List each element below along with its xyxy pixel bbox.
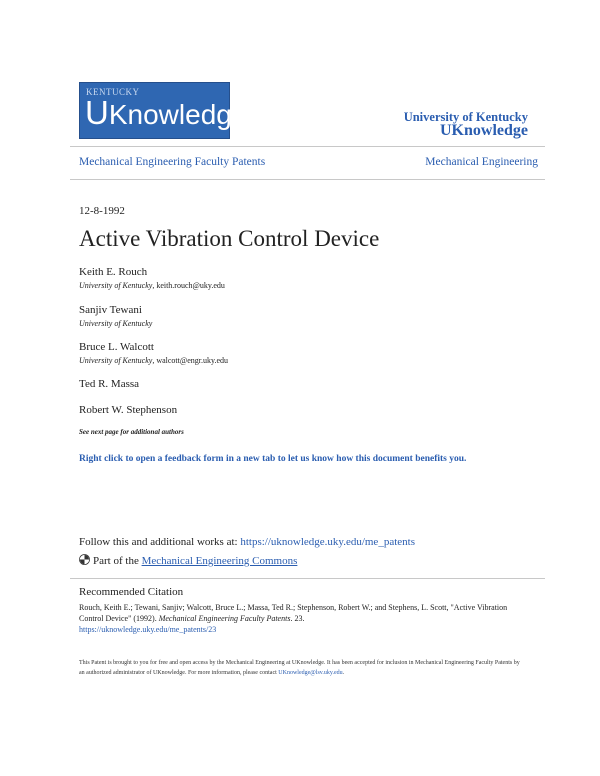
- publication-date: 12-8-1992: [79, 205, 125, 217]
- contact-email-link[interactable]: UKnowledge@lsv.uky.edu: [278, 670, 343, 676]
- part-of-line: Part of the Mechanical Engineering Commons: [79, 554, 297, 567]
- author-affiliation: University of Kentucky, walcott@engr.uky.edu: [79, 356, 229, 365]
- access-footnote: This Patent is brought to you for free and open access by the Mechanical Engineering at UKnowledge. It has been accepted for inclusion in Mechanical Engineering Faculty Patents by an authorized administrator of UKnowledge. For more information, please contact UKnowledge@lsv.uky.edu.: [79, 660, 520, 676]
- author-affiliation: University of Kentucky, keith.rouch@uky.edu: [79, 281, 225, 290]
- logo-wordmark: UKnowledge: [85, 94, 248, 131]
- commons-link[interactable]: Mechanical Engineering Commons: [141, 555, 298, 567]
- network-logo-icon: [79, 554, 90, 565]
- logo-kentucky-text: KENTUCKY: [86, 87, 140, 97]
- citation-heading: Recommended Citation: [79, 586, 184, 598]
- author-name: Bruce L. Walcott: [79, 341, 154, 353]
- feedback-link[interactable]: Right click to open a feedback form in a new tab to let us know how this document benefits you.: [79, 454, 467, 464]
- divider: [70, 146, 545, 147]
- department-link[interactable]: Mechanical Engineering: [425, 156, 538, 168]
- university-link[interactable]: University of Kentucky: [403, 110, 528, 124]
- author-name: Ted R. Massa: [79, 378, 140, 390]
- see-next-note: See next page for additional authors: [79, 428, 184, 436]
- author-name: Sanjiv Tewani: [79, 304, 142, 316]
- author-name: Robert W. Stephenson: [79, 404, 178, 416]
- collection-link[interactable]: Mechanical Engineering Faculty Patents: [79, 156, 266, 168]
- author-name: Keith E. Rouch: [79, 266, 148, 278]
- uknowledge-logo[interactable]: [79, 82, 248, 139]
- divider: [70, 578, 545, 579]
- follow-line: Follow this and additional works at: https://uknowledge.uky.edu/me_patents: [79, 536, 415, 548]
- collection-url-link[interactable]: https://uknowledge.uky.edu/me_patents: [240, 536, 415, 548]
- repository-link[interactable]: UKnowledge: [440, 122, 528, 139]
- author-affiliation: University of Kentucky: [79, 319, 153, 328]
- citation-text: Rouch, Keith E.; Tewani, Sanjiv; Walcott, Bruce L.; Massa, Ted R.; Stephenson, Robert W.; and Stephens, L. Scott, "Active Vibration Control Device" (1992). Mechanical Engineering Faculty Patents. 23. https://uknowledge.uky.edu/me_patents/23: [79, 603, 508, 634]
- document-title: Active Vibration Control Device: [79, 226, 380, 251]
- divider: [70, 179, 545, 180]
- citation-url-link[interactable]: https://uknowledge.uky.edu/me_patents/23: [79, 625, 217, 634]
